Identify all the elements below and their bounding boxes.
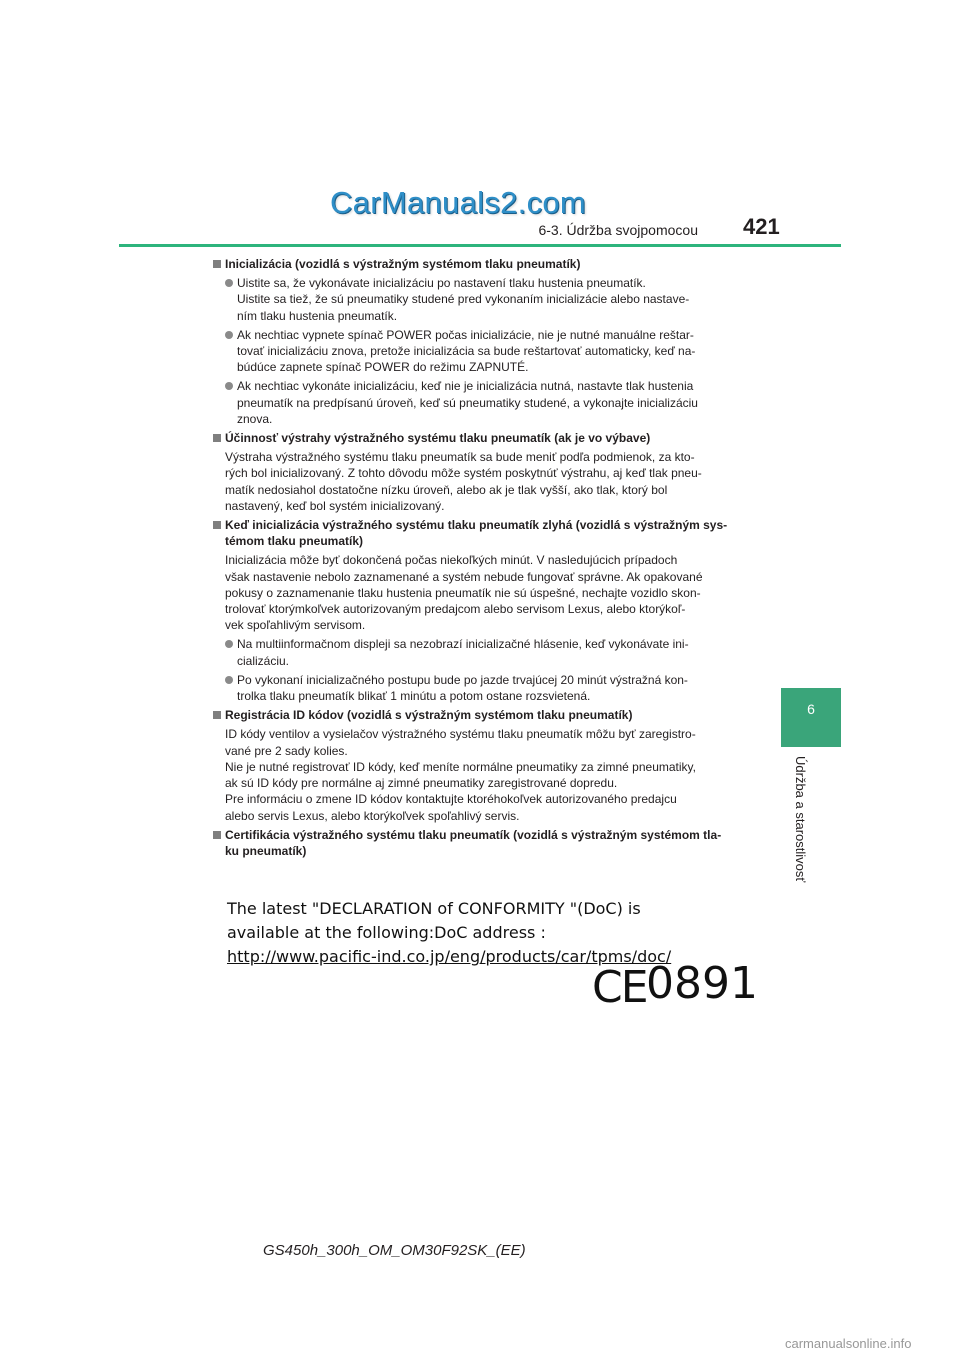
chapter-tab: 6 [781,688,841,747]
bullet-item: Ak nechtiac vypnete spínač POWER počas inicializácie, nie je nutné manuálne reštar- tovať inicializáciu znova, pretože inicializácia sa bude reštartovať automaticky, keď na- búdúce zapnete spínač POWER do režimu ZAPNUTÉ. [213,327,751,376]
square-bullet-icon [213,434,221,442]
square-bullet-icon [213,521,221,529]
square-bullet-icon [213,831,221,839]
ce-notified-body-number: 0891 [646,958,758,1009]
section-heading: Keď inicializácia výstražného systému tlaku pneumatík zlyhá (vozidlá s výstražným sys- témom tlaku pneumatík) [213,517,751,549]
circle-bullet-icon [225,382,233,390]
chapter-title: Údržba a starostlivosť [793,756,808,883]
paragraph: Inicializácia môže byť dokončená počas niekoľkých minút. V nasledujúcich prípadoch však nastavenie nebolo zaznamenané a systém nebude fungovať správne. Ak opakované pokusy o zaznamenanie tlaku hustenia pneumatík nie sú úspešné, nechajte vozidlo skon- trolovať ktorýmkoľvek autorizovaným predajcom alebo servisom Lexus, alebo ktorýkoľ- vek spoľahlivým servisom. [225,553,703,633]
page-number: 421 [743,214,780,239]
bullet-item: Po vykonaní inicializačného postupu bude po jazde trvajúcej 20 minút výstražná kon- trolka tlaku pneumatík blikať 1 minútu a potom ostane rozsvietená. [213,672,751,704]
circle-bullet-icon [225,676,233,684]
paragraph: ID kódy ventilov a vysielačov výstražného systému tlaku pneumatík môžu byť zaregistro- vané pre 2 sady kolies. Nie je nutné registrovať ID kódy, keď meníte normálne pneumatiky za zimné pneumatiky, ak sú ID kódy pre normálne aj zimné pneumatiky zaregistrované dopredu. Pre informáciu o zmene ID kódov kontaktujte ktoréhokoľvek autorizovaného predajcu alebo servis Lexus, alebo ktorýkoľvek spoľahlivý servis. [225,727,696,823]
section-heading: Registrácia ID kódov (vozidlá s výstražným systémom tlaku pneumatík) [213,707,751,723]
paragraph: Výstraha výstražného systému tlaku pneumatík sa bude meniť podľa podmienok, za kto- rých bol inicializovaný. Z tohto dôvodu môže systém poskytnúť výstrahu, aj keď tlak pneu- matík nedosiahol dostatočne nízku úroveň, alebo ak je tlak vyšší, ako tlak, ktorý bol nastavený, keď bol systém inicializovaný. [225,450,702,513]
section-heading: Účinnosť výstrahy výstražného systému tlaku pneumatík (ak je vo výbave) [213,430,751,446]
header-section-title: 6-3. Údržba svojpomocou [538,222,698,238]
circle-bullet-icon [225,331,233,339]
circle-bullet-icon [225,279,233,287]
bullet-item: Ak nechtiac vykonáte inicializáciu, keď nie je inicializácia nutná, nastavte tlak hustenia pneumatík na predpísanú úroveň, keď sú pneumatiky studené, a vykonajte inicializáciu znova. [213,378,751,427]
square-bullet-icon [213,711,221,719]
header-rule [119,244,841,247]
doc-line-2: available at the following:DoC address : [227,923,546,942]
circle-bullet-icon [225,640,233,648]
bullet-item: Na multiinformačnom displeji sa nezobrazí inicializačné hlásenie, keď vykonávate ini- cializáciu. [213,636,751,668]
manual-code: GS450h_300h_OM_OM30F92SK_(EE) [263,1242,526,1259]
section-heading: Inicializácia (vozidlá s výstražným systémom tlaku pneumatík) [213,256,751,272]
doc-line-1: The latest "DECLARATION of CONFORMITY "(DoC) is [227,899,641,918]
square-bullet-icon [213,260,221,268]
watermark-bottom: carmanualsonline.info [785,1336,912,1351]
ce-mark-icon: CE [592,962,647,1013]
watermark-top: CarManuals2.com [330,185,587,220]
doc-url-link[interactable]: http://www.pacific-ind.co.jp/eng/products/car/tpms/doc/ [227,947,672,966]
section-heading: Certifikácia výstražného systému tlaku pneumatík (vozidlá s výstražným systémom tla- ku pneumatík) [213,827,751,859]
content-body [213,256,751,862]
bullet-item: Uistite sa, že vykonávate inicializáciu po nastavení tlaku hustenia pneumatík. Uistite sa tiež, že sú pneumatiky studené pred vykonaním inicializácie alebo nastave- ním tlaku hustenia pneumatík. [213,275,751,324]
